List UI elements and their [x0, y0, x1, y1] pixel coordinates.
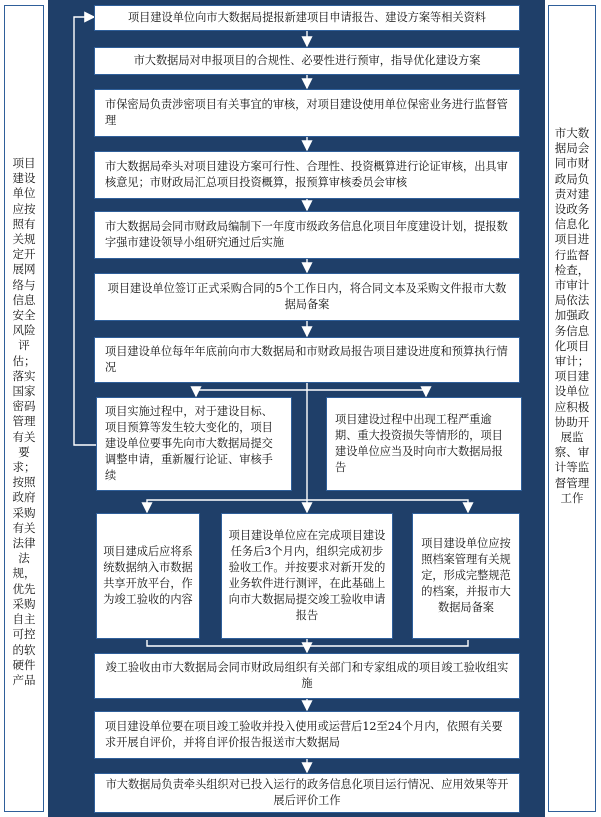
step-9a-box — [96, 513, 200, 639]
step-5-box — [94, 211, 520, 259]
step-10-text: 竣工验收由市大数据局会同市财政局组织有关部门和专家组成的项目竣工验收组实施 — [105, 661, 509, 690]
feedback-loop-arrow — [74, 17, 96, 445]
step-7-text: 项目建设单位每年年底前向市大数据局和市财政局报告项目建设进度和预算执行情况 — [105, 345, 508, 374]
step-9b-box — [221, 513, 393, 639]
arrow-7-8a — [196, 390, 307, 396]
step-3-box — [94, 89, 520, 137]
arrow-8-9a — [147, 500, 307, 512]
step-11-box — [94, 711, 520, 759]
step-8a-box — [96, 397, 292, 491]
arrow-8-9c — [307, 500, 468, 512]
step-2-box — [94, 47, 520, 75]
left-side-note-text: 项目建设单位应按照有关规定开展网络与信息安全风险评估；落实国家密码管理有关要求；按照政府采购有关法律法规，优先采购自主可控的软硬件产品 — [12, 156, 36, 687]
right-side-note-text: 市大数据局会同市财政局负责对建设政务信息化项目进行监督检查，市审计局依法加强政务信息化项目审计；项目建设单位应积极协助开展监察、审计等监督管理工作 — [554, 126, 590, 505]
arrow-9c-10 — [307, 640, 468, 646]
step-4-text: 市大数据局牵头对项目建设方案可行性、合理性、投资概算进行论证审核，出具审核意见；市财政局汇总项目投资概算，报预算审核委员会审核 — [105, 160, 508, 189]
arrow-7-8b — [307, 390, 426, 396]
step-4-box — [94, 151, 520, 199]
step-6-text: 项目建设单位签订正式采购合同的5个工作日内，将合同文本及采购文件报市大数据局备案 — [107, 282, 507, 311]
step-7-box — [94, 337, 520, 383]
step-1-box — [94, 5, 520, 31]
step-8b-box — [326, 397, 522, 491]
step-2-text: 市大数据局对申报项目的合规性、必要性进行预审，指导优化建设方案 — [133, 54, 481, 67]
step-10-box — [94, 653, 520, 699]
step-3-text: 市保密局负责涉密项目有关事宜的审核，对项目建设使用单位保密业务进行监督管理 — [105, 98, 508, 127]
step-12-text: 市大数据局负责牵头组织对已投入运行的政务信息化项目运行情况、应用效果等开展后评价工作 — [105, 778, 509, 807]
arrow-9a-10 — [147, 640, 307, 646]
step-5-text: 市大数据局会同市财政局编制下一年度市级政务信息化项目年度建设计划，提报数字强市建设领导小组研究通过后实施 — [105, 220, 508, 249]
step-9c-box — [412, 513, 520, 639]
step-9a-text: 项目建成后应将系统数据纳入市数据共享开放平台，作为竣工验收的内容 — [103, 545, 193, 606]
step-6-box — [94, 273, 520, 321]
step-11-text: 项目建设单位要在项目竣工验收并投入使用或运营后12至24个月内，依照有关要求开展自评价，并将自评价报告报送市大数据局 — [105, 720, 503, 749]
step-8b-text: 项目建设过程中出现工程严重逾期、重大投资损失等情形的，项目建设单位应当及时向市大数据局报告 — [335, 413, 503, 474]
step-9c-text: 项目建设单位应按照档案管理有关规定，形成完整规范的档案，并报市大数据局备案 — [421, 537, 511, 614]
step-12-box — [94, 773, 520, 813]
step-1-text: 项目建设单位向市大数据局提报新建项目申请报告、建设方案等相关资料 — [127, 11, 486, 24]
step-8a-text: 项目实施过程中，对于建设目标、项目预算等发生较大变化的，项目建设单位要事先向市大数据局提交调整申请，重新履行论证、审核手续 — [105, 405, 273, 482]
step-9b-text: 项目建设单位应在完成项目建设任务后3个月内，组织完成初步验收工作。并按要求对新开发的业务软件进行测评，在此基础上向市大数据局提交竣工验收申请报告 — [228, 529, 386, 622]
